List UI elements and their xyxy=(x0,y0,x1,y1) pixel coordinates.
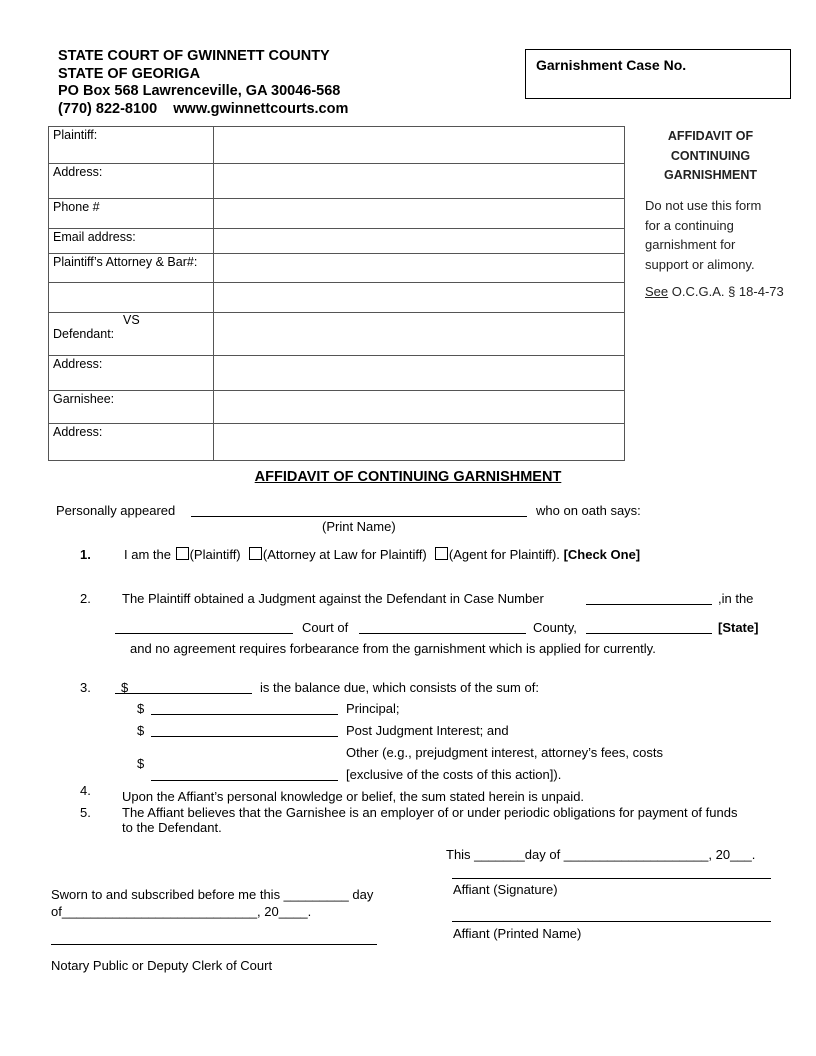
defendant-address-field[interactable] xyxy=(214,356,625,391)
other-line[interactable] xyxy=(151,780,338,781)
affiant-signature-label: Affiant (Signature) xyxy=(453,882,558,897)
case-number-box[interactable] xyxy=(525,49,791,99)
case-number-line[interactable] xyxy=(586,604,712,605)
attorney-checkbox[interactable] xyxy=(249,547,262,560)
phone-field[interactable] xyxy=(214,199,625,229)
affiant-date[interactable]: This _______day of ____________________, 20___. xyxy=(446,847,756,862)
plaintiff-address-field[interactable] xyxy=(214,164,625,199)
item1-row: I am the (Plaintiff) (Attorney at Law for Plaintiff) (Agent for Plaintiff). [Check One] xyxy=(124,547,641,562)
phone-label: Phone # xyxy=(49,199,214,229)
item5-number: 5. xyxy=(80,805,91,820)
defendant-label: Defendant: xyxy=(53,327,115,341)
affiant-name-label: Affiant (Printed Name) xyxy=(453,926,582,941)
court-line[interactable] xyxy=(115,633,293,634)
interest-line[interactable] xyxy=(151,736,338,737)
garnishee-label: Garnishee: xyxy=(49,391,214,424)
print-name-caption: (Print Name) xyxy=(322,519,396,534)
defendant-field[interactable] xyxy=(214,283,625,356)
principal-label: Principal; xyxy=(346,701,400,716)
garnishee-field[interactable] xyxy=(214,391,625,424)
principal-dollar: $ xyxy=(137,701,145,716)
court-state: STATE OF GEORIGA xyxy=(58,65,201,82)
defendant-address-label: Address: xyxy=(49,356,214,391)
item2-number: 2. xyxy=(80,591,91,606)
state-line[interactable] xyxy=(586,633,712,634)
plaintiff-label: Plaintiff: xyxy=(49,127,214,164)
appeared-lead: Personally appeared xyxy=(56,503,176,518)
side-title: AFFIDAVIT OF CONTINUING GARNISHMENT xyxy=(663,129,758,182)
interest-dollar: $ xyxy=(137,723,145,738)
affiant-signature-line[interactable] xyxy=(452,878,771,879)
print-name-line[interactable] xyxy=(191,516,527,517)
principal-line[interactable] xyxy=(151,714,338,715)
item5-text: The Affiant believes that the Garnishee is an employer of or under periodic obligations for payment of funds xyxy=(122,805,738,820)
item4-number: 4. xyxy=(80,783,91,798)
statute-citation: See O.C.G.A. § 18-4-73 xyxy=(645,284,784,299)
other-label-cont: [exclusive of the costs of this action]). xyxy=(346,767,562,782)
agent-checkbox[interactable] xyxy=(435,547,448,560)
balance-line[interactable] xyxy=(115,693,252,694)
email-field[interactable] xyxy=(214,229,625,254)
balance-dollar: $ xyxy=(121,680,129,695)
court-contact: (770) 822-8100 www.gwinnettcourts.com xyxy=(58,100,349,117)
item4-text: Upon the Affiant’s personal knowledge or belief, the sum stated herein is unpaid. xyxy=(122,789,585,804)
county-line[interactable] xyxy=(359,633,526,634)
item2-text: The Plaintiff obtained a Judgment against the Defendant in Case Number xyxy=(122,591,544,606)
item3-number: 3. xyxy=(80,680,91,695)
sworn-date[interactable]: of___________________________, 20____. xyxy=(51,904,312,919)
plaintiff-address-label: Address: xyxy=(49,164,214,199)
garnishee-address-field[interactable] xyxy=(214,424,625,461)
court-name: STATE COURT OF GWINNETT COUNTY xyxy=(58,48,330,64)
garnishee-address-label: Address: xyxy=(49,424,214,461)
plaintiff-field[interactable] xyxy=(214,127,625,164)
item2-inthe: ,in the xyxy=(718,591,754,606)
item2-forbearance: and no agreement requires forbearance from the garnishment which is applied for currently. xyxy=(130,641,656,656)
notary-label: Notary Public or Deputy Clerk of Court xyxy=(51,958,273,973)
court-address: PO Box 568 Lawrenceville, GA 30046-568 xyxy=(58,83,341,99)
county-label: County, xyxy=(533,620,577,635)
case-number-label: Garnishment Case No. xyxy=(536,57,687,73)
form-title: AFFIDAVIT OF CONTINUING GARNISHMENT xyxy=(254,469,562,485)
appeared-tail: who on oath says: xyxy=(536,503,641,518)
sworn-statement[interactable]: Sworn to and subscribed before me this _________ day xyxy=(51,887,374,902)
notary-signature-line[interactable] xyxy=(51,944,377,945)
interest-label: Post Judgment Interest; and xyxy=(346,723,509,738)
email-label: Email address: xyxy=(49,229,214,254)
plaintiff-checkbox[interactable] xyxy=(176,547,189,560)
court-of-label: Court of xyxy=(302,620,349,635)
vs-label: VS xyxy=(123,313,140,327)
affiant-name-line[interactable] xyxy=(452,921,771,922)
attorney-label: Plaintiff’s Attorney & Bar#: xyxy=(49,254,214,283)
balance-text: is the balance due, which consists of the sum of: xyxy=(260,680,539,695)
state-label: [State] xyxy=(718,620,759,635)
other-label: Other (e.g., prejudgment interest, attorney’s fees, costs xyxy=(346,745,663,760)
side-note: Do not use this form for a continuing garnishment for support or alimony. xyxy=(645,198,762,272)
party-info-table xyxy=(48,126,625,461)
court-header xyxy=(58,48,348,118)
attorney-field[interactable] xyxy=(214,254,625,283)
item5-text-cont: to the Defendant. xyxy=(122,820,222,835)
item1-number: 1. xyxy=(80,547,91,562)
other-dollar: $ xyxy=(137,756,145,771)
